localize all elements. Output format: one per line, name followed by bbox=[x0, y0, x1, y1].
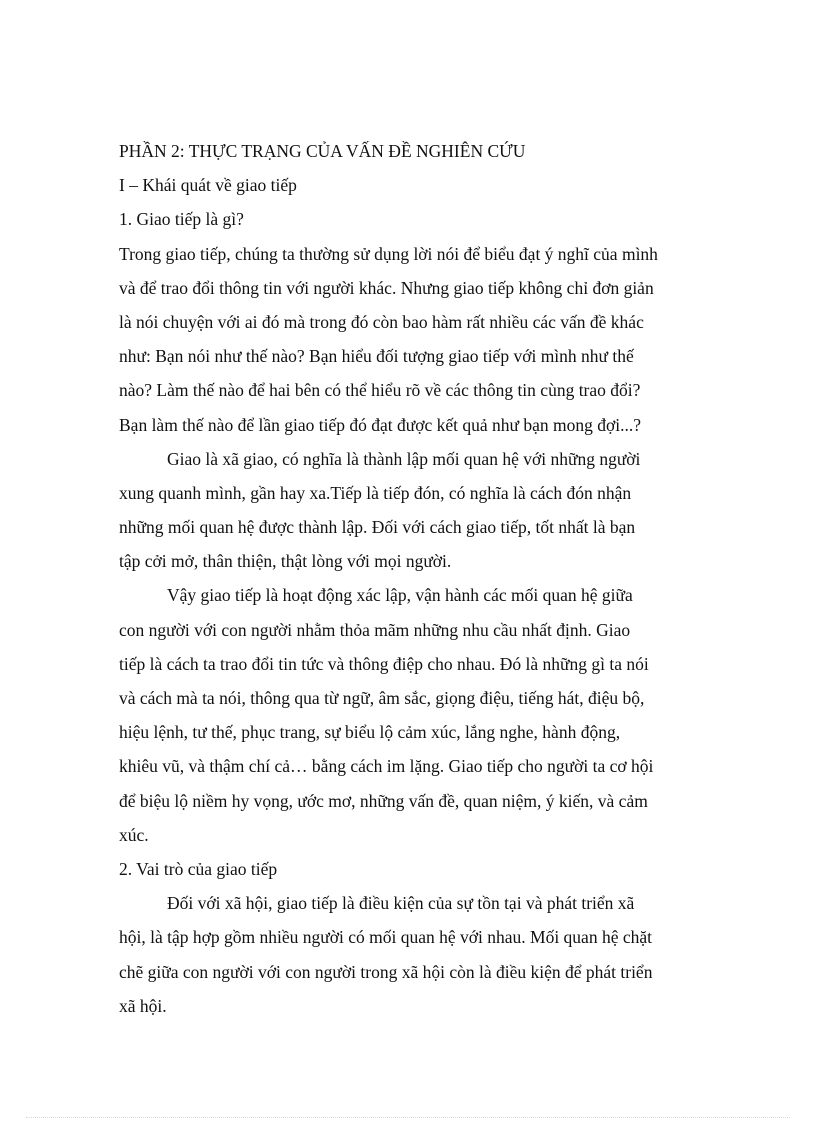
paragraph-line: như: Bạn nói như thế nào? Bạn hiểu đối tượng giao tiếp với mình như thế bbox=[119, 346, 634, 367]
paragraph-summary bbox=[119, 578, 697, 852]
paragraph-line: nào? Làm thế nào để hai bên có thể hiểu rõ về các thông tin cùng trao đổi? bbox=[119, 380, 641, 401]
paragraph-line: con người với con người nhằm thỏa mãm những nhu cầu nhất định. Giao bbox=[119, 619, 631, 640]
subsection-title-2: 2. Vai trò của giao tiếp bbox=[119, 858, 278, 879]
subsection-title-1: 1. Giao tiếp là gì? bbox=[119, 209, 244, 230]
paragraph-line: hiệu lệnh, tư thế, phục trang, sự biểu lộ cảm xúc, lắng nghe, hành động, bbox=[119, 722, 621, 743]
paragraph-line: xung quanh mình, gần hay xa.Tiếp là tiếp đón, có nghĩa là cách đón nhận bbox=[119, 482, 632, 503]
section-title: I – Khái quát về giao tiếp bbox=[119, 175, 297, 196]
paragraph-line: Trong giao tiếp, chúng ta thường sử dụng lời nói để biểu đạt ý nghĩ của mình bbox=[119, 243, 658, 264]
document-body bbox=[119, 134, 697, 1023]
paragraph-line: Vậy giao tiếp là hoạt động xác lập, vận hành các mối quan hệ giữa bbox=[167, 585, 633, 606]
paragraph-line: xúc. bbox=[119, 824, 149, 845]
paragraph-line: là nói chuyện với ai đó mà trong đó còn bao hàm rất nhiều các vấn đề khác bbox=[119, 311, 644, 332]
paragraph-line: hội, là tập hợp gồm nhiều người có mối quan hệ với nhau. Mối quan hệ chặt bbox=[119, 927, 652, 948]
part-title: PHẦN 2: THỰC TRẠNG CỦA VẤN ĐỀ NGHIÊN CỨU bbox=[119, 141, 526, 161]
paragraph-line: để biệu lộ niềm hy vọng, ước mơ, những vấn đề, quan niệm, ý kiến, và cảm bbox=[119, 790, 648, 811]
paragraph-line: Bạn làm thế nào để lần giao tiếp đó đạt được kết quả như bạn mong đợi...? bbox=[119, 414, 642, 435]
paragraph-line: tiếp là cách ta trao đổi tin tức và thông điệp cho nhau. Đó là những gì ta nói bbox=[119, 653, 649, 674]
paragraph-role bbox=[119, 886, 697, 1023]
paragraph-line: Đối với xã hội, giao tiếp là điều kiện của sự tồn tại và phát triển xã bbox=[167, 893, 635, 914]
paragraph-line: những mối quan hệ được thành lập. Đối với cách giao tiếp, tốt nhất là bạn bbox=[119, 517, 636, 538]
paragraph-definition bbox=[119, 237, 697, 442]
paragraph-line: và cách mà ta nói, thông qua từ ngữ, âm sắc, giọng điệu, tiếng hát, điệu bộ, bbox=[119, 688, 645, 708]
paragraph-line: tập cởi mở, thân thiện, thật lòng với mọi người. bbox=[119, 551, 452, 572]
paragraph-line: xã hội. bbox=[119, 995, 167, 1016]
paragraph-line: chẽ giữa con người với con người trong xã hội còn là điều kiện để phát triển bbox=[119, 961, 653, 982]
paragraph-line: và để trao đổi thông tin với người khác. Nhưng giao tiếp không chỉ đơn giản bbox=[119, 277, 654, 298]
paragraph-line: khiêu vũ, và thậm chí cả… bằng cách im lặng. Giao tiếp cho người ta cơ hội bbox=[119, 756, 654, 777]
page-bottom-divider bbox=[26, 1117, 790, 1118]
paragraph-line: Giao là xã giao, có nghĩa là thành lập mối quan hệ với những người bbox=[167, 448, 641, 469]
paragraph-giao-tiep bbox=[119, 442, 697, 579]
